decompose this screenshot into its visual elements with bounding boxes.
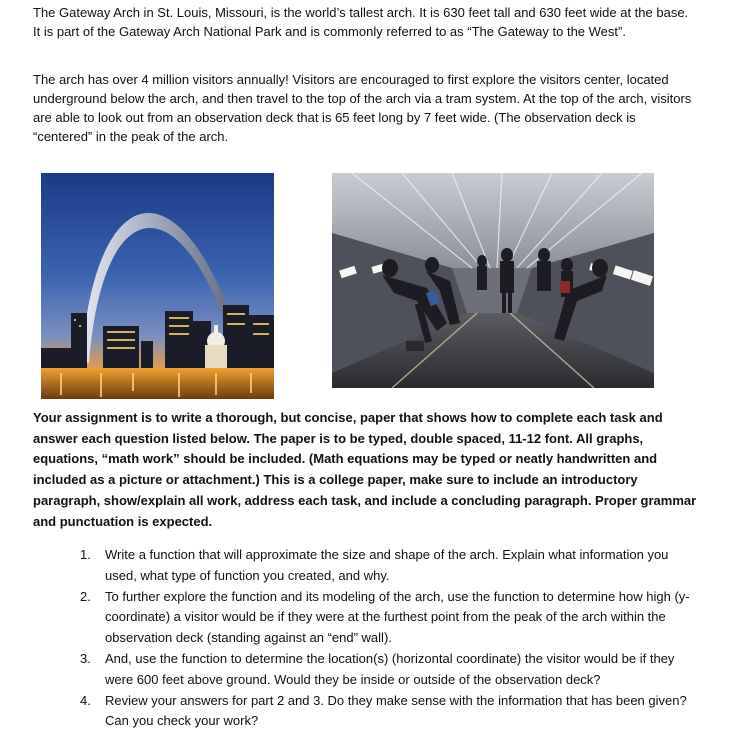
task-list bbox=[80, 545, 690, 732]
task-number: 1. bbox=[80, 547, 91, 562]
assignment-instructions: Your assignment is to write a thorough, but concise, paper that shows how to complete each task and answer each question listed below. The paper is to be typed, double spaced, 11-12 font. All graphs, equations, “math work” should be included. (Math equations may be typed or neatly handwritten and included as a picture or attachment.) This is a college paper, make sure to include an introductory paragraph, show/explain all work, address each task, and include a concluding paragraph. Proper grammar and punctuation is expected. bbox=[33, 410, 697, 529]
task-text: To further explore the function and its modeling of the arch, use the function to determine how high (y-coordinate) a visitor would be if they were at the furthest point from the peak of the arch within the observation deck (standing against an “end” wall). bbox=[105, 588, 690, 646]
task-text: Write a function that will approximate the size and shape of the arch. Explain what information you used, what type of function you created, and why. bbox=[105, 547, 669, 583]
intro-paragraph-1: The Gateway Arch in St. Louis, Missouri, is the world’s tallest arch. It is 630 feet tall and 630 feet wide at the base. It is part of the Gateway Arch National Park and is commonly referred to as “The Gateway to the West”. bbox=[33, 5, 689, 39]
task-number: 2. bbox=[80, 588, 91, 604]
observation-deck-photo bbox=[332, 173, 654, 388]
task-text: Review your answers for part 2 and 3. Do they make sense with the information that has been given? Can you check your work? bbox=[105, 692, 687, 729]
task-item-4 bbox=[80, 691, 690, 733]
task-number: 3. bbox=[80, 650, 91, 666]
task-item-3 bbox=[80, 649, 690, 691]
task-number: 4. bbox=[80, 692, 91, 708]
task-item-2 bbox=[80, 587, 690, 649]
gateway-arch-photo bbox=[41, 173, 274, 399]
task-text: And, use the function to determine the location(s) (horizontal coordinate) the visitor would be if they were 600 feet above ground. Would they be inside or outside of the observation deck? bbox=[105, 650, 675, 687]
intro-paragraph-2: The arch has over 4 million visitors annually! Visitors are encouraged to first explore the visitors center, located underground below the arch, and then travel to the top of the arch via a tram system. At the top of the arch, visitors are able to look out from an observation deck that is 65 feet long by 7 feet wide. (The observation deck is “centered” in the peak of the arch. bbox=[33, 72, 692, 144]
task-item-1 bbox=[80, 545, 690, 587]
